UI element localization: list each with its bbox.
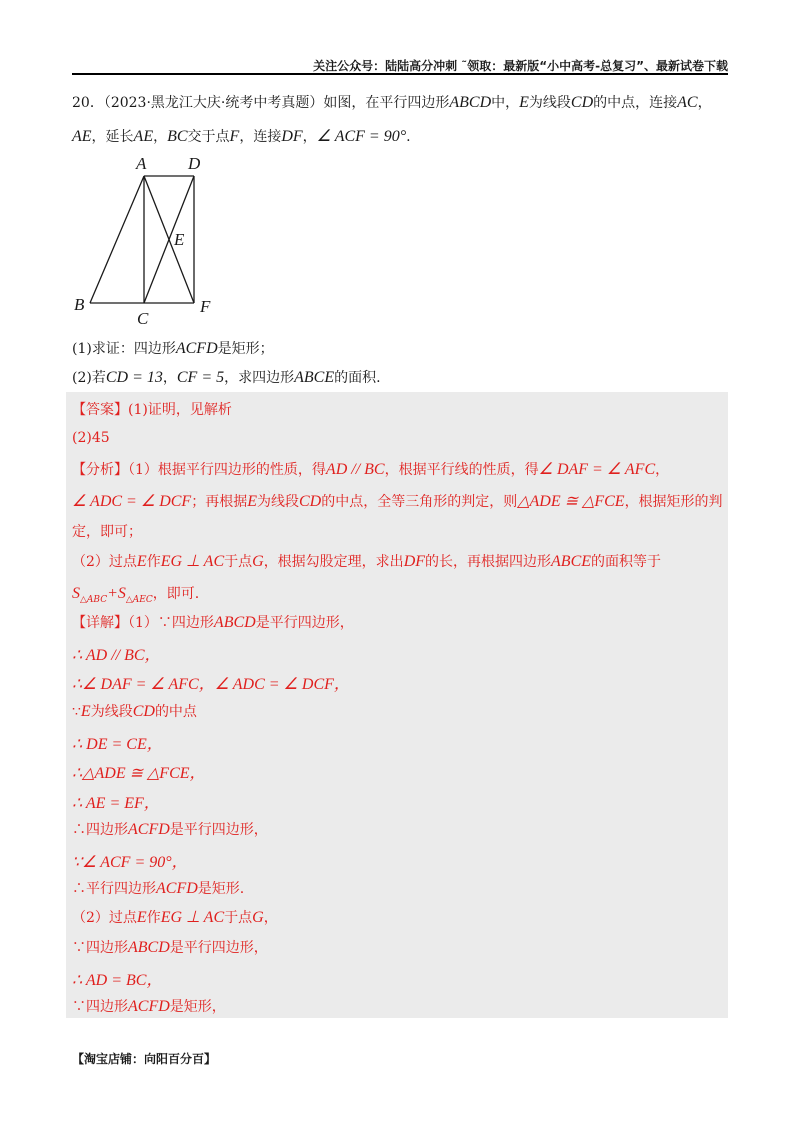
detail-text: ∵ — [72, 704, 81, 720]
math: E — [136, 553, 147, 570]
detail-line-3: ∴∠ DAF = ∠ AFC，∠ ADC = ∠ DCF， — [72, 676, 350, 693]
problem-text: 中， — [491, 95, 520, 111]
detail-line-1 — [72, 612, 354, 632]
detail-text: ∵四边形 — [72, 940, 128, 956]
math-e: E — [519, 94, 529, 111]
detail-line-5: ∴ DE = CE， — [72, 736, 163, 753]
math: E — [80, 703, 91, 720]
analysis-text: ，根据矩形的判 — [624, 494, 723, 510]
math: ∠ ADC = ∠ DCF — [72, 493, 192, 510]
analysis-text: ，即可. — [152, 586, 200, 602]
math: G — [252, 553, 264, 570]
math: ∠ DAF = ∠ AFC — [538, 461, 656, 478]
detail-line-2: ∴ AD // BC， — [72, 647, 161, 664]
problem-text: 的中点，连接 — [593, 95, 678, 111]
math: DF — [403, 553, 426, 570]
geometry-figure — [70, 150, 230, 330]
math-abcd: ABCD — [449, 94, 492, 111]
detail-text: （2）过点 — [72, 910, 137, 926]
detail-text: 是平行四边形， — [169, 822, 268, 838]
label-a: A — [136, 154, 147, 173]
detail-text: 是平行四边形， — [255, 615, 354, 631]
math: ABCD — [213, 614, 256, 631]
detail-text: 是矩形， — [169, 999, 226, 1015]
analysis-text: 定，即可； — [72, 524, 142, 540]
detail-line-9: ∵∠ ACF = 90°， — [72, 854, 188, 871]
question-text: (2)若 — [72, 370, 106, 386]
problem-line-2 — [72, 126, 411, 146]
detail-line-6: ∴△ADE ≅ △FCE， — [72, 765, 206, 782]
math: S — [72, 585, 80, 602]
math: S — [117, 585, 126, 602]
answer-line-1 — [72, 399, 232, 419]
detail-text: ∴平行四边形 — [72, 881, 156, 897]
segment-ab — [90, 176, 144, 303]
analysis-text: （2）过点 — [72, 554, 137, 570]
math: ACFD — [128, 821, 170, 838]
question-text: (1)求证：四边形 — [72, 341, 176, 357]
detail-tag: 【详解】 — [72, 615, 128, 631]
answer-text: (2)45 — [72, 430, 110, 446]
detail-text: 是平行四边形， — [169, 940, 268, 956]
detail-line-11 — [72, 907, 278, 927]
problem-text: ， — [302, 129, 317, 145]
question-2 — [72, 367, 381, 387]
page-header: 关注公众号：陆陆高分冲刺 ˜领取：最新版“小中高考-总复习”、最新试卷下载 — [313, 59, 728, 73]
question-text: 是矩形； — [217, 341, 274, 357]
math-ae: AE — [72, 128, 92, 145]
math-angle-acf: ∠ ACF = 90° — [316, 128, 407, 145]
detail-line-7: ∴ AE = EF， — [72, 795, 160, 812]
detail-text: 的中点 — [154, 704, 197, 720]
answer-line-2 — [72, 430, 110, 446]
analysis-text: 于点 — [224, 554, 253, 570]
label-f: F — [200, 297, 211, 316]
detail-text: （1）∵四边形 — [128, 615, 214, 631]
problem-text: . — [406, 129, 411, 145]
problem-text: 20．（2023·黑龙江大庆·统考中考真题）如图，在平行四边形 — [72, 95, 450, 111]
math: EG ⊥ AC — [160, 553, 225, 570]
math: ABCD — [128, 939, 170, 956]
math-cf-5: CF = 5 — [176, 369, 225, 386]
analysis-text: 为线段 — [256, 494, 299, 510]
problem-text: ，连接 — [239, 129, 282, 145]
analysis-text: 的长，再根据四边形 — [425, 554, 552, 570]
analysis-text: （1）根据平行四边形的性质，得 — [128, 462, 326, 478]
math-bc: BC — [167, 128, 188, 145]
detail-line-12 — [72, 937, 268, 957]
math: CD — [298, 493, 322, 510]
analysis-text: ，根据勾股定理，求出 — [263, 554, 404, 570]
detail-line-10 — [72, 878, 244, 898]
math-cd-13: CD = 13 — [105, 369, 163, 386]
analysis-text: 作 — [146, 554, 161, 570]
detail-line-4 — [72, 701, 197, 721]
math: ABCE — [551, 553, 592, 570]
problem-text: ， — [153, 129, 168, 145]
page-footer: 【淘宝店铺：向阳百分百】 — [72, 1052, 217, 1066]
math: EG ⊥ AC — [160, 909, 225, 926]
detail-line-13: ∴ AD = BC， — [72, 972, 163, 989]
math: + — [107, 585, 118, 602]
math-f: F — [229, 128, 240, 145]
label-e: E — [174, 230, 185, 249]
math: CD — [132, 703, 155, 720]
question-text: ， — [162, 370, 177, 386]
label-c: C — [137, 309, 149, 328]
analysis-tag: 【分析】 — [72, 462, 128, 478]
analysis-text: ，根据平行线的性质，得 — [384, 462, 539, 478]
math: E — [247, 493, 257, 510]
detail-line-14 — [72, 996, 226, 1016]
question-text: 的面积. — [334, 370, 381, 386]
analysis-line-2 — [72, 491, 723, 511]
problem-text: 交于点 — [187, 129, 230, 145]
header-rule — [72, 73, 728, 75]
analysis-text: ， — [655, 462, 670, 478]
answer-tag: 【答案】 — [72, 402, 128, 418]
math: △ADE ≅ △FCE — [517, 493, 625, 510]
math: ACFD — [128, 998, 170, 1015]
label-d: D — [188, 154, 201, 173]
math-abce: ABCE — [294, 369, 335, 386]
analysis-line-1 — [72, 459, 669, 479]
detail-text: ， — [263, 910, 278, 926]
math: ACFD — [156, 880, 198, 897]
analysis-text: 的中点，全等三角形的判定，则 — [321, 494, 518, 510]
math-ac: AC — [677, 94, 698, 111]
detail-text: ∴四边形 — [72, 822, 128, 838]
answer-text: (1)证明，见解析 — [128, 402, 232, 418]
math: AD // BC — [325, 461, 385, 478]
analysis-text: ；再根据 — [191, 494, 248, 510]
analysis-line-4 — [72, 551, 661, 571]
math: G — [252, 909, 264, 926]
problem-text: ， — [697, 95, 712, 111]
math-df: DF — [281, 128, 303, 145]
detail-text: 于点 — [224, 910, 253, 926]
detail-text: 为线段 — [90, 704, 133, 720]
math-cd: CD — [570, 94, 594, 111]
problem-text: 为线段 — [528, 95, 571, 111]
detail-text: 作 — [146, 910, 161, 926]
detail-text: 是矩形. — [197, 881, 245, 897]
detail-text: ∵四边形 — [72, 999, 128, 1015]
math-acfd: ACFD — [175, 340, 218, 357]
analysis-text: 的面积等于 — [591, 554, 662, 570]
detail-line-8 — [72, 819, 268, 839]
analysis-line-3 — [72, 521, 142, 541]
analysis-line-5 — [72, 583, 199, 605]
question-text: ，求四边形 — [224, 370, 295, 386]
question-1 — [72, 338, 274, 358]
label-b: B — [74, 295, 85, 314]
math-ae: AE — [133, 128, 154, 145]
math: E — [136, 909, 147, 926]
problem-line-1 — [72, 92, 712, 112]
math-subscript: △AEC — [125, 594, 153, 605]
problem-text: ，延长 — [91, 129, 134, 145]
math-subscript: △ABC — [80, 594, 108, 605]
